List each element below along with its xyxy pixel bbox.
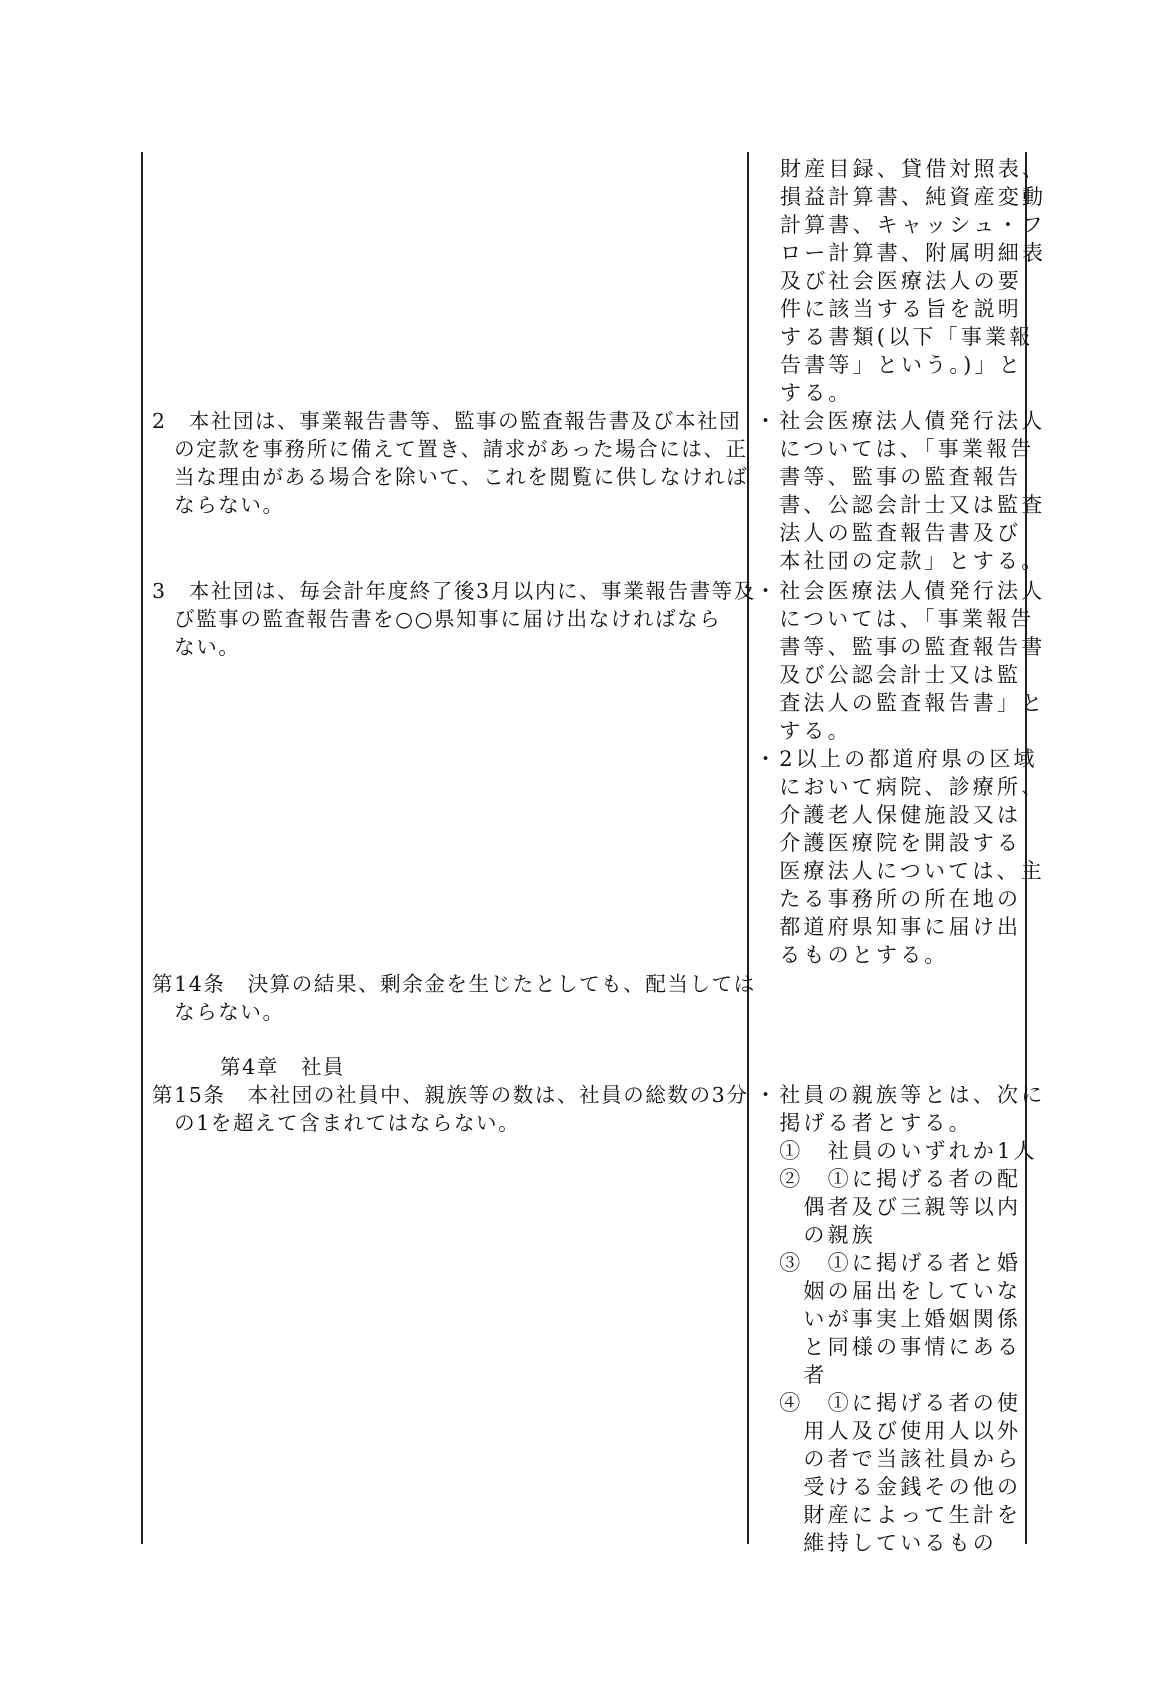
right-note5-line16: 財産によって生計を (755, 1503, 1022, 1527)
right-note2-line1: ・社会医療法人債発行法人 (755, 409, 1046, 433)
left-art15-line1: 第15条 本社団の社員中、親族等の数は、社員の総数の3分 (152, 1083, 749, 1107)
right-note4-line4: 介護医療院を開設する (755, 831, 1022, 855)
right-note1-line9: する。 (780, 381, 853, 405)
right-note2-line3: 書等、監事の監査報告 (755, 465, 1022, 489)
right-note5-line2: 掲げる者とする。 (755, 1111, 973, 1135)
right-note5-line11: 者 (755, 1363, 828, 1387)
right-note5-line12: ④ ①に掲げる者の使 (755, 1391, 1022, 1415)
right-note3-line2: については、「事業報告 (755, 607, 1035, 631)
right-note5-line6: の親族 (755, 1223, 876, 1247)
right-note5-line4: ② ①に掲げる者の配 (755, 1167, 1022, 1191)
left-para3-line2: び監事の監査報告書を○○県知事に届け出なければなら (152, 607, 722, 631)
table-border-middle (747, 152, 749, 1544)
left-para3-line3: ない。 (152, 635, 241, 659)
right-note1-line3: 計算書、キャッシュ・フ (780, 213, 1046, 237)
right-note2-line4: 書、公認会計士又は監査 (755, 493, 1046, 517)
right-note4-line2: において病院、診療所、 (755, 775, 1046, 799)
right-note4-line1: ・2以上の都道府県の区域 (755, 747, 1038, 771)
right-note5-line10: と同様の事情にある (755, 1335, 1022, 1359)
right-note1-line1: 財産目録、貸借対照表、 (780, 157, 1047, 181)
right-note4-line8: るものとする。 (755, 943, 949, 967)
right-note1-line5: 及び社会医療法人の要 (780, 269, 1022, 293)
right-note3-line3: 書等、監事の監査報告書 (755, 635, 1046, 659)
right-note5-line17: 維持しているもの (755, 1531, 997, 1555)
table-border-right (1025, 152, 1027, 1544)
right-note1-line6: 件に該当する旨を説明 (780, 297, 1022, 321)
table-border-left (141, 152, 143, 1544)
right-note2-line5: 法人の監査報告書及び (755, 521, 1022, 545)
right-note1-line7: する書類(以下「事業報 (780, 325, 1034, 349)
right-note4-line3: 介護老人保健施設又は (755, 803, 1022, 827)
left-para2-line2: の定款を事務所に備えて置き、請求があった場合には、正 (152, 437, 748, 461)
right-note4-line7: 都道府県知事に届け出 (755, 915, 1022, 939)
right-note4-line6: たる事務所の所在地の (755, 887, 1022, 911)
right-note5-line13: 用人及び使用人以外 (755, 1419, 1022, 1443)
right-note3-line5: 査法人の監査報告書」と (755, 691, 1046, 715)
right-note1-line8: 告書等」という。)」と (780, 353, 1023, 377)
right-note1-line4: ロー計算書、附属明細表 (780, 241, 1047, 265)
right-note3-line4: 及び公認会計士又は監 (755, 663, 1022, 687)
right-note3-line1: ・社会医療法人債発行法人 (755, 579, 1046, 603)
left-para2-line4: ならない。 (152, 493, 285, 517)
right-note5-line8: 姻の届出をしていな (755, 1279, 1022, 1303)
right-note5-line1: ・社員の親族等とは、次に (755, 1083, 1046, 1107)
right-note5-line9: いが事実上婚姻関係 (755, 1307, 1022, 1331)
right-note5-line7: ③ ①に掲げる者と婚 (755, 1251, 1022, 1275)
right-note4-line5: 医療法人については、主 (755, 859, 1045, 883)
right-note3-line6: する。 (755, 719, 852, 743)
left-para2-line1: 2 本社団は、事業報告書等、監事の監査報告書及び本社団 (152, 409, 742, 433)
right-note5-line14: の者で当該社員から (755, 1447, 1022, 1471)
chapter-heading: 第4章 社員 (220, 1055, 346, 1079)
right-note5-line5: 偶者及び三親等以内 (755, 1195, 1022, 1219)
right-note1-line2: 損益計算書、純資産変動 (780, 185, 1047, 209)
left-art14-line2: ならない。 (152, 1000, 285, 1024)
right-note5-line15: 受ける金銭その他の (755, 1475, 1022, 1499)
left-art14-line1: 第14条 決算の結果、剰余金を生じたとしても、配当しては (152, 972, 756, 996)
right-note2-line2: については、「事業報告 (755, 437, 1035, 461)
left-para3-line1: 3 本社団は、毎会計年度終了後3月以内に、事業報告書等及 (152, 579, 756, 603)
right-note2-line6: 本社団の定款」とする。 (755, 549, 1046, 573)
left-para2-line3: 当な理由がある場合を除いて、これを閲覧に供しなければ (152, 465, 749, 489)
left-art15-line2: の1を超えて含まれてはならない。 (152, 1111, 521, 1135)
right-note5-line3: ① 社員のいずれか1人 (755, 1139, 1038, 1163)
